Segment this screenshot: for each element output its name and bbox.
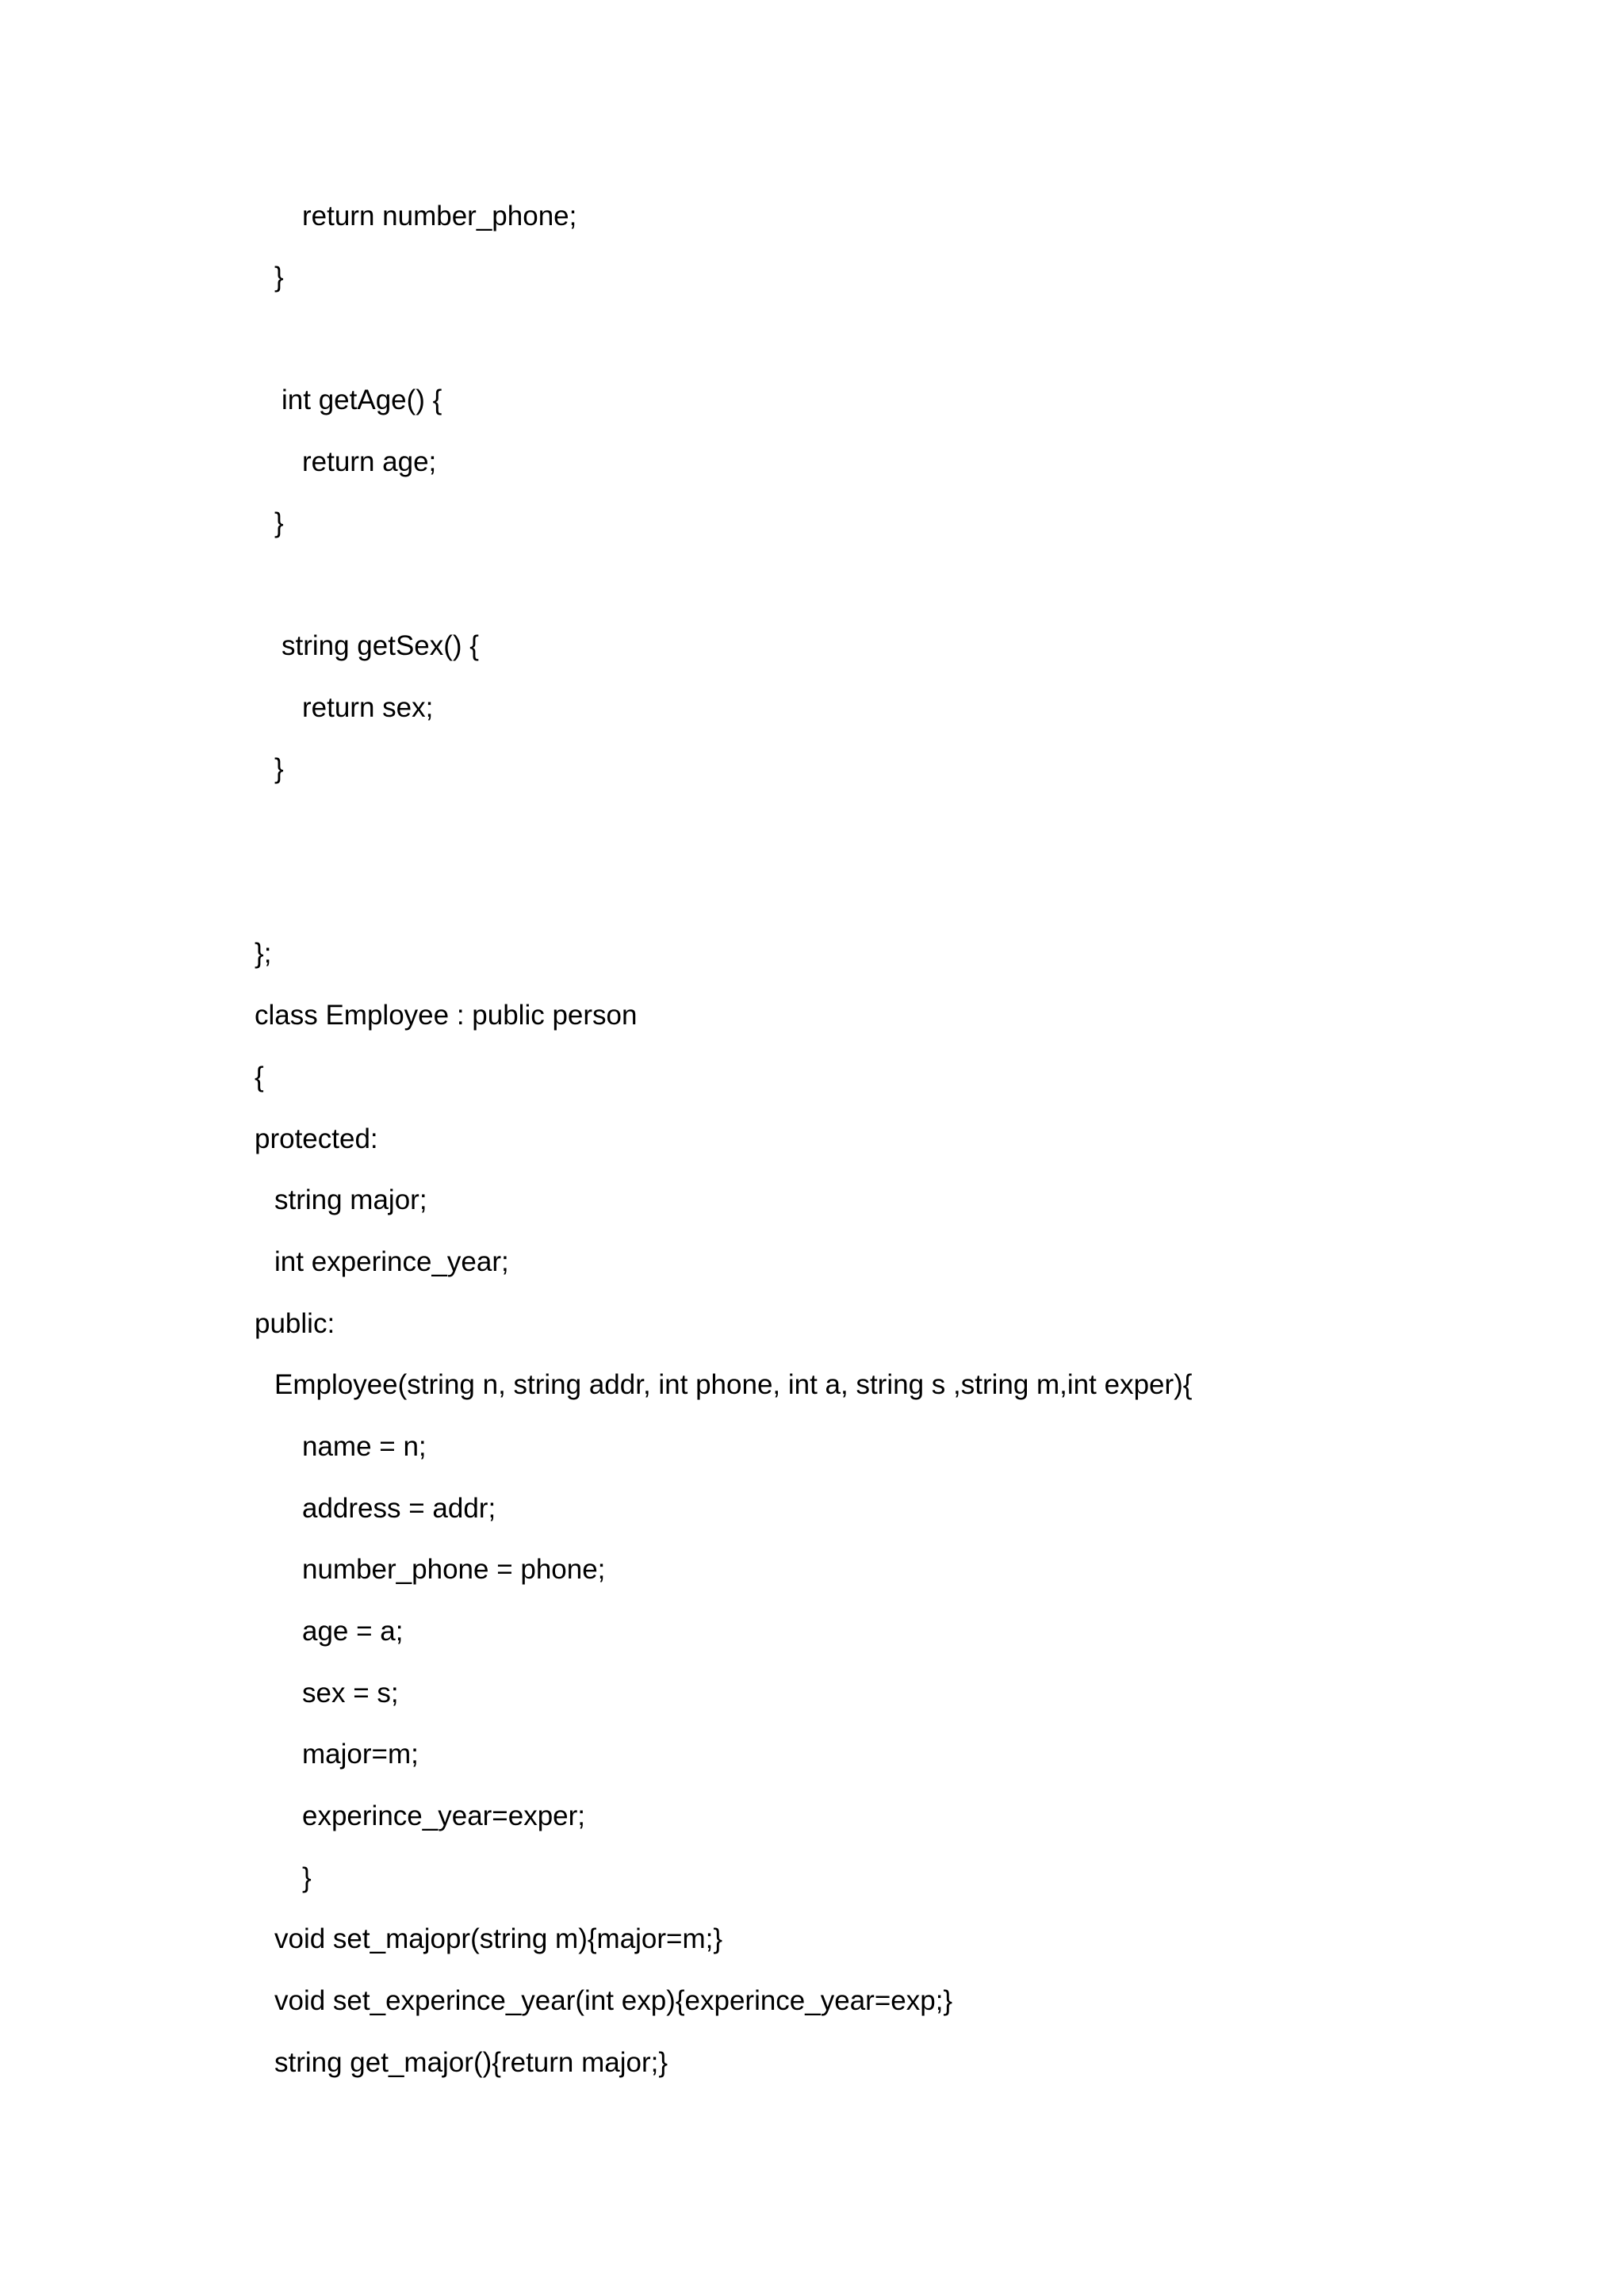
code-line: void set_experince_year(int exp){experince_year=exp;} — [274, 1985, 953, 2016]
code-line: }; — [255, 938, 272, 969]
code-line: int getAge() { — [282, 385, 442, 415]
code-line: } — [302, 1862, 312, 1893]
code-line: string get_major(){return major;} — [274, 2047, 668, 2078]
code-line: public: — [255, 1308, 335, 1339]
code-line: string getSex() { — [282, 630, 479, 661]
code-line: class Employee : public person — [255, 1000, 638, 1031]
code-line: string major; — [274, 1184, 427, 1215]
code-line: return number_phone; — [302, 201, 577, 232]
code-line: return sex; — [302, 692, 434, 723]
code-line: } — [274, 262, 284, 293]
code-line: return age; — [302, 446, 437, 477]
code-line: { — [255, 1062, 264, 1093]
code-line: name = n; — [302, 1431, 427, 1462]
code-line: address = addr; — [302, 1493, 496, 1524]
code-line: } — [274, 753, 284, 784]
code-line: sex = s; — [302, 1678, 399, 1709]
code-line: void set_majopr(string m){major=m;} — [274, 1923, 723, 1954]
code-line: protected: — [255, 1123, 378, 1154]
code-line: experince_year=exper; — [302, 1800, 586, 1831]
code-line: number_phone = phone; — [302, 1554, 606, 1585]
code-line: age = a; — [302, 1616, 404, 1647]
code-line: major=m; — [302, 1739, 419, 1770]
code-line: } — [274, 507, 284, 538]
code-line: int experince_year; — [274, 1246, 509, 1277]
code-line: Employee(string n, string addr, int phone, int a, string s ,string m,int exper){ — [274, 1369, 1193, 1400]
